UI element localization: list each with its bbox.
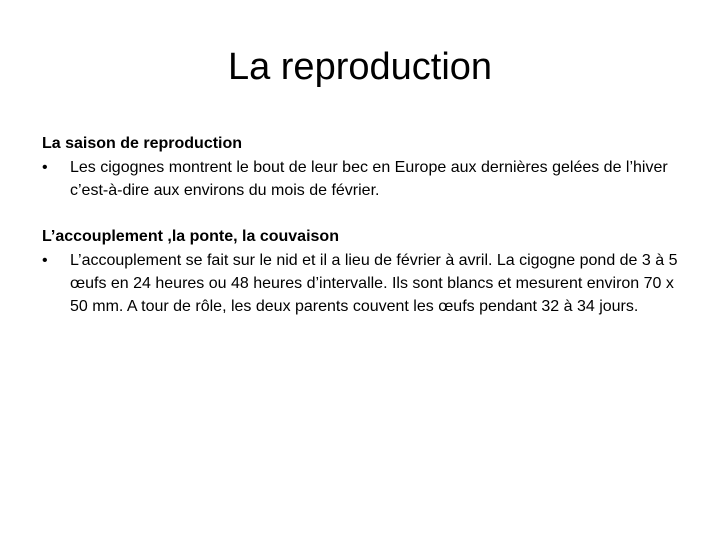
bullet-item: [42, 156, 682, 202]
section-heading: L’accouplement ,la ponte, la couvaison: [42, 228, 339, 245]
bullet-item: [42, 249, 682, 318]
slide-content: [42, 132, 682, 318]
section-heading: La saison de reproduction: [42, 135, 243, 152]
section-mating-laying-incubation: [42, 225, 682, 318]
slide-title: La reproduction: [227, 46, 493, 88]
bullet-text: Les cigognes montrent le bout de leur bec en Europe aux dernières gelées de l’hiver c’est-à-dire aux environs du mois de février.: [70, 159, 668, 199]
section-reproduction-season: [42, 132, 682, 202]
bullet-text: L’accouplement se fait sur le nid et il a lieu de février à avril. La cigogne pond de 3 à 5 œufs en 24 heures ou 48 heures d’intervalle. Ils sont blancs et mesurent environ 70 x 50 mm. A tour de rôle, les deux parents couvent les œufs pendant 32 à 34 jours.: [70, 252, 678, 315]
bullet-marker: •: [42, 159, 48, 176]
bullet-marker: •: [42, 252, 48, 269]
